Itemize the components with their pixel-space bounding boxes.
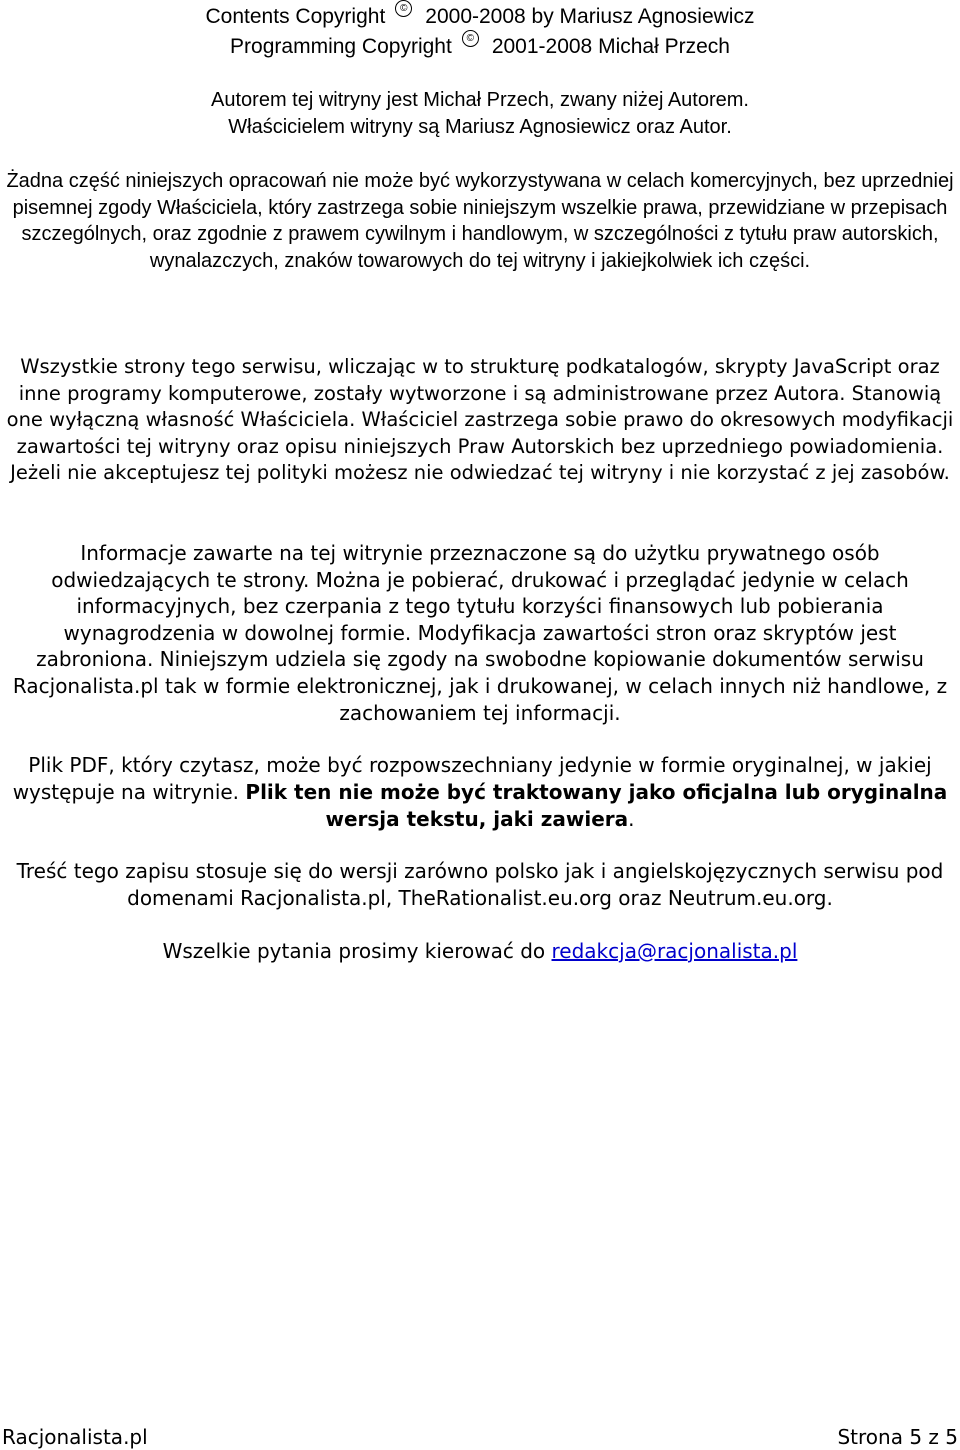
programming-copyright-holder: 2001-2008 Michał Przech xyxy=(491,35,730,58)
contents-copyright-holder: 2000-2008 by Mariusz Agnosiewicz xyxy=(425,5,755,28)
author-line: Autorem tej witryny jest Michał Przech, zwany niżej Autorem. xyxy=(211,89,749,111)
page-footer xyxy=(0,1424,960,1450)
copyright-notice xyxy=(0,2,960,62)
author-statement xyxy=(0,87,960,141)
pdf-end: . xyxy=(628,807,635,831)
programming-copyright-label: Programming Copyright xyxy=(230,35,452,58)
pdf-text: Plik PDF, który czytasz, może być rozpowszechniany jedynie w formie oryginalnej, w jakiej występuje na witrynie. xyxy=(12,753,932,804)
copyright-icon: © xyxy=(395,0,412,17)
pdf-paragraph xyxy=(0,752,960,833)
programming-copyright-line xyxy=(0,32,960,62)
contact-text: Wszelkie pytania prosimy kierować do xyxy=(162,939,546,963)
contact-email-link[interactable]: redakcja@racjonalista.pl xyxy=(551,939,798,963)
domains-paragraph: Treść tego zapisu stosuje się do wersji zarówno polsko jak i angielskojęzycznych serwisu pod domenami Racjonalista.pl, TheRationalist.eu.org oraz Neutrum.eu.org. xyxy=(16,859,944,910)
owner-line: Właścicielem witryny są Mariusz Agnosiewicz oraz Autor. xyxy=(228,116,732,138)
legal-paragraph: Żadna część niniejszych opracowań nie może być wykorzystywana w celach komercyjnych, bez uprzedniej pisemnej zgody Właściciela, który zastrzega sobie niniejszym wszelkie prawa, przewidziane w przepisach szczególnych, oraz zgodnie z prawem cywilnym i handlowym, w szczególności z tytułu praw autorskich, wynalazczych, znaków towarowych do tej witryny i jakiejkolwiek ich części. xyxy=(6,170,954,272)
pdf-bold-text: Plik ten nie może być traktowany jako oficjalna lub oryginalna wersja tekstu, jaki zawiera xyxy=(245,780,948,831)
footer-page-number: Strona 5 z 5 xyxy=(837,1425,958,1449)
contact-paragraph xyxy=(0,938,960,965)
footer-site-name: Racjonalista.pl xyxy=(2,1425,148,1449)
copyright-icon: © xyxy=(462,30,479,47)
contents-copyright-line xyxy=(0,2,960,32)
rights-paragraph: Wszystkie strony tego serwisu, wliczając w to strukturę podkatalogów, skrypty JavaScript oraz inne programy komputerowe, zostały wytworzone i są administrowane przez Autora. Stanowią one wyłączną własność Właściciela. Właściciel zastrzega sobie prawo do okresowych modyfikacji zawartości tej witryny oraz opisu niniejszych Praw Autorskich bez uprzedniego powiadomienia. Jeżeli nie akceptujesz tej polityki możesz nie odwiedzać tej witryny i nie korzystać z jej zasobów. xyxy=(6,355,954,484)
info-paragraph: Informacje zawarte na tej witrynie przeznaczone są do użytku prywatnego osób odwiedzających te strony. Można je pobierać, drukować i przeglądać jedynie w celach informacyjnych, bez czerpania z tego tytułu korzyści finansowych lub pobierania wynagrodzenia w dowolnej formie. Modyfikacja zawartości stron oraz skryptów jest zabroniona. Niniejszym udziela się zgody na swobodne kopiowanie dokumentów serwisu Racjonalista.pl tak w formie elektronicznej, jak i drukowanej, w celach innych niż handlowe, z zachowaniem tej informacji. xyxy=(12,541,948,725)
contents-copyright-label: Contents Copyright xyxy=(205,5,386,28)
